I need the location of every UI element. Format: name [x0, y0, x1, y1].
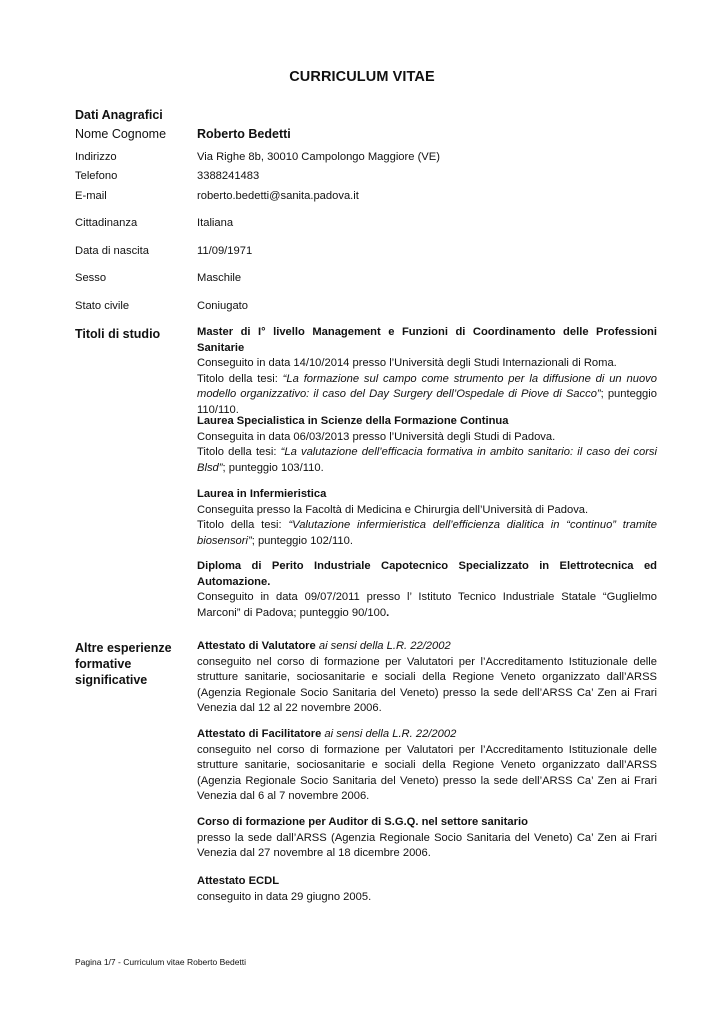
experience-entry-valutatore: [197, 639, 657, 717]
field-label: Indirizzo: [75, 151, 117, 163]
field-value: Maschile: [197, 272, 242, 284]
thesis-title: “La valutazione dell’efficacia formativa in ambito sanitario: il caso dei corsi Blsd”: [197, 446, 657, 474]
entry-body-text: Conseguito in data 09/07/2011 presso l’ Istituto Tecnico Industriale Statale “Guglielmo Marconi” di Padova; punteggio 90/100: [197, 591, 657, 619]
heading-line: Altre esperienze: [75, 641, 172, 655]
field-value: 3388241483: [197, 170, 260, 182]
thesis-suffix: ; punteggio 110/110.: [197, 388, 657, 416]
entry-title: Laurea in Infermieristica: [197, 488, 327, 500]
experience-entry-facilitatore: [197, 727, 657, 805]
thesis-suffix: ; punteggio 102/110.: [251, 534, 353, 547]
thesis-prefix: Titolo della tesi:: [197, 519, 289, 532]
education-entry-laurea: [197, 487, 657, 549]
field-label: Nome Cognome: [75, 127, 167, 141]
entry-line: Conseguita presso la Facoltà di Medicina e Chirurgia dell’Università di Padova.: [197, 503, 589, 516]
field-value: Via Righe 8b, 30010 Campolongo Maggiore (VE): [197, 151, 440, 163]
thesis-suffix: ; punteggio 103/110.: [222, 461, 324, 474]
entry-title: Diploma di Perito Industriale Capotecnico Specializzato in Elettrotecnica ed Automazione.: [197, 560, 657, 588]
experience-entry-auditor: [197, 815, 657, 862]
section-heading-titoli: Titoli di studio: [75, 327, 161, 341]
thesis-prefix: Titolo della tesi:: [197, 372, 283, 385]
entry-body: presso la sede dall’ARSS (Agenzia Regionale Socio Sanitaria del Veneto) Ca’ Zen ai Frari Venezia dal 27 novembre al 18 dicembre 2006.: [197, 831, 657, 860]
entry-title: Attestato ECDL: [197, 875, 280, 887]
entry-line: Conseguita in data 06/03/2013 presso l’Università degli Studi di Padova.: [197, 430, 556, 443]
entry-thesis: [197, 445, 657, 476]
heading-line: significative: [75, 673, 148, 687]
education-entry-master: [197, 325, 657, 419]
field-label: Telefono: [75, 170, 118, 182]
field-value: Italiana: [197, 217, 234, 229]
entry-title: [197, 727, 657, 743]
entry-title-suffix: ai sensi della L.R. 22/2002: [315, 640, 451, 652]
field-label: Data di nascita: [75, 245, 150, 257]
entry-thesis: [197, 372, 657, 419]
entry-title: [197, 639, 657, 655]
section-heading-dati: Dati Anagrafici: [75, 108, 163, 122]
section-heading-altre: [75, 640, 190, 688]
experience-entry-ecdl: [197, 874, 657, 905]
entry-body: [197, 590, 657, 621]
education-entry-laurea-specialistica: [197, 414, 657, 476]
field-label: Cittadinanza: [75, 217, 138, 229]
entry-title: Laurea Specialistica in Scienze della Formazione Continua: [197, 415, 509, 427]
education-entry-diploma: [197, 559, 657, 621]
thesis-prefix: Titolo della tesi:: [197, 446, 281, 459]
page-footer: Pagina 1/7 - Curriculum vitae Roberto Bedetti: [75, 957, 247, 967]
field-value: Coniugato: [197, 300, 249, 312]
field-value: 11/09/1971: [197, 245, 253, 257]
entry-body: conseguito nel corso di formazione per Valutatori per l’Accreditamento Istituzionale delle strutture sanitarie, sociosanitarie e sociali della Regione Veneto organizzato dall’ARSS (Agenzia Regionale Socio Sanitaria del Veneto) presso la sede dell’ARSS Ca’ Zen ai Frari Venezia dal 6 al 7 novembre 2006.: [197, 743, 657, 803]
entry-title-text: Attestato di Facilitatore: [197, 728, 322, 740]
entry-line: Conseguito in data 14/10/2014 presso l’Università degli Studi Internazionali di Roma.: [197, 357, 617, 370]
document-title: CURRICULUM VITAE: [289, 69, 435, 85]
entry-body: conseguito nel corso di formazione per Valutatori per l’Accreditamento Istituzionale delle strutture sanitarie, sociosanitarie e sociali della Regione Veneto organizzato dall’ARSS (Agenzia Regionale Socio Sanitaria del Veneto) presso la sede dell’ARSS Ca’ Zen ai Frari Venezia dal 12 al 22 novembre 2006.: [197, 655, 657, 715]
heading-line: formative: [75, 657, 132, 671]
entry-body-tail: .: [386, 606, 390, 619]
thesis-title: “Valutazione infermieristica dell’efficienza dialitica in “continuo” tramite biosensori”: [197, 519, 657, 547]
thesis-title: “La formazione sul campo come strumento per la diffusione di un nuovo modello organizzativo: il caso del Day Surgery dell’Ospedale di Piove di Sacco”: [197, 372, 657, 401]
entry-title-suffix: ai sensi della L.R. 22/2002: [321, 728, 457, 740]
entry-title: Corso di formazione per Auditor di S.G.Q. nel settore sanitario: [197, 816, 528, 828]
field-label: Stato civile: [75, 300, 130, 312]
entry-title-text: Attestato di Valutatore: [197, 640, 316, 652]
field-label: Sesso: [75, 272, 107, 284]
entry-thesis: [197, 518, 657, 549]
field-value: roberto.bedetti@sanita.padova.it: [197, 190, 359, 202]
entry-title: Master di I° livello Management e Funzioni di Coordinamento delle Professioni Sanitarie: [197, 326, 657, 354]
field-label: E-mail: [75, 190, 107, 202]
field-value: Roberto Bedetti: [197, 127, 291, 141]
entry-body: conseguito in data 29 giugno 2005.: [197, 890, 372, 903]
